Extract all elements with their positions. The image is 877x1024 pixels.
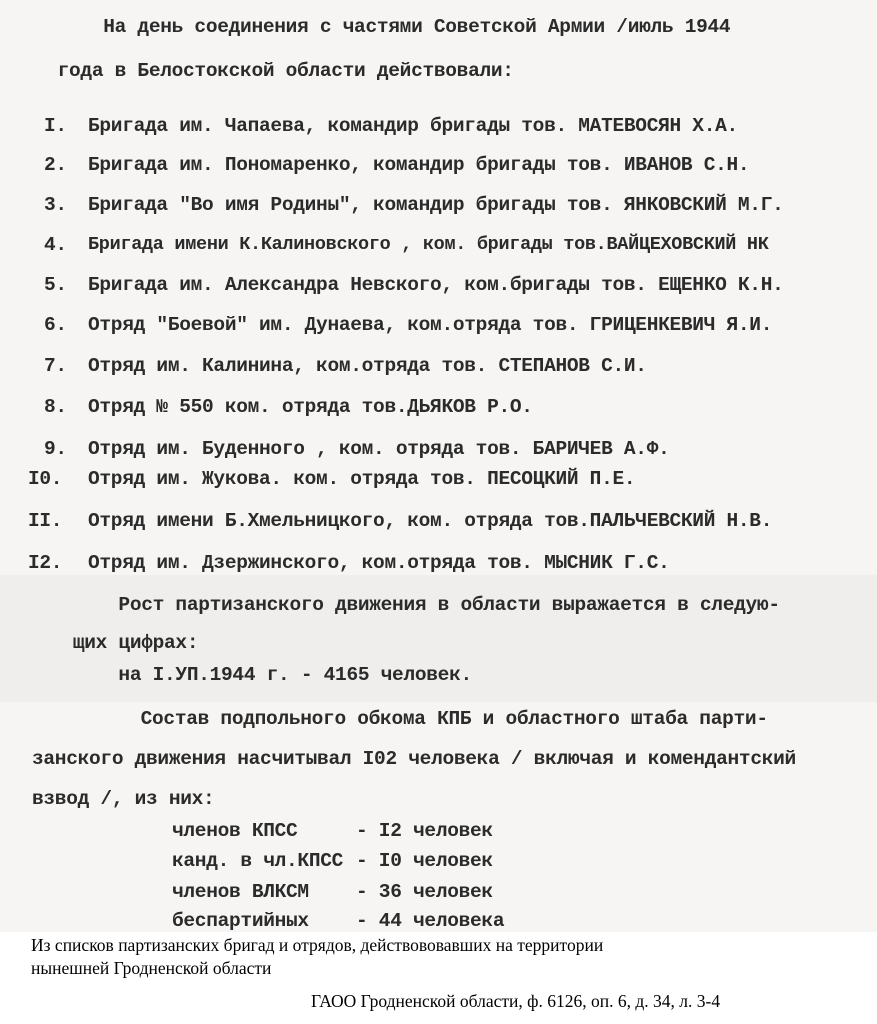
unit-text: Бригада "Во имя Родины", командир бригады тов. ЯНКОВСКИЙ М.Г. bbox=[88, 194, 784, 216]
unit-text: Отряд им. Жукова. ком. отряда тов. ПЕСОЦКИЙ П.Е. bbox=[88, 468, 636, 490]
unit-text: Бригада имени К.Калиновского , ком. бригады тов.ВАЙЦЕХОВСКИЙ НК bbox=[88, 234, 769, 255]
staff-line-2: занского движения насчитывал I02 человека / включая и комендантский bbox=[32, 748, 796, 770]
unit-number: I0. bbox=[28, 468, 63, 490]
composition-value: - I2 человек bbox=[356, 820, 493, 842]
unit-number: 5. bbox=[44, 274, 67, 296]
composition-value: - I0 человек bbox=[356, 850, 493, 872]
composition-label: членов ВЛКСМ bbox=[172, 881, 332, 903]
unit-number: 8. bbox=[44, 396, 67, 418]
unit-text: Бригада им. Александра Невского, ком.бригады тов. ЕЩЕНКО К.Н. bbox=[88, 274, 784, 296]
composition-label: канд. в чл.КПСС bbox=[172, 850, 344, 872]
unit-number: 6. bbox=[44, 314, 67, 336]
unit-number: I2. bbox=[28, 552, 63, 574]
unit-number: 9. bbox=[44, 438, 67, 460]
unit-text: Отряд им. Дзержинского, ком.отряда тов. МЫСНИК Г.С. bbox=[88, 552, 670, 574]
caption-line-2: нынешней Гродненской области bbox=[31, 958, 272, 978]
composition-label: беспартийных bbox=[172, 910, 332, 932]
unit-text: Отряд им. Буденного , ком. отряда тов. БАРИЧЕВ А.Ф. bbox=[88, 438, 670, 460]
caption-line-1: Из списков партизанских бригад и отрядов, действововавших на территории bbox=[31, 935, 604, 955]
unit-number: I. bbox=[44, 115, 67, 137]
unit-text: Отряд № 550 ком. отряда тов.ДЬЯКОВ Р.О. bbox=[88, 396, 533, 418]
composition-label: членов КПСС bbox=[172, 820, 332, 842]
composition-value: - 36 человек bbox=[356, 881, 493, 903]
unit-number: 7. bbox=[44, 355, 67, 377]
unit-text: Бригада им. Пономаренко, командир бригады тов. ИВАНОВ С.Н. bbox=[88, 154, 750, 176]
unit-text: Бригада им. Чапаева, командир бригады тов. МАТЕВОСЯН Х.А. bbox=[88, 115, 738, 137]
composition-value: - 44 человека bbox=[356, 910, 505, 932]
staff-line-3: взвод /, из них: bbox=[32, 788, 215, 810]
growth-line-2: щих цифрах: bbox=[50, 632, 199, 654]
unit-number: II. bbox=[28, 510, 63, 532]
unit-text: Отряд имени Б.Хмельницкого, ком. отряда тов.ПАЛЬЧЕВСКИЙ Н.В. bbox=[88, 510, 773, 532]
caption-source: ГАОО Гродненской области, ф. 6126, оп. 6, д. 34, л. 3-4 bbox=[311, 991, 721, 1011]
intro-line-2: года в Белостокской области действовали: bbox=[12, 60, 514, 82]
unit-number: 2. bbox=[44, 154, 67, 176]
staff-line-1: Состав подпольного обкома КПБ и областного штаба парти- bbox=[38, 708, 768, 730]
growth-line-1: Рост партизанского движения в области выражается в следую- bbox=[50, 594, 780, 616]
unit-number: 3. bbox=[44, 194, 67, 216]
unit-text: Отряд им. Калинина, ком.отряда тов. СТЕПАНОВ С.И. bbox=[88, 355, 647, 377]
intro-line-1: На день соединения с частями Советской Армии /июль 1944 bbox=[12, 16, 731, 38]
growth-line-3: на I.УП.1944 г. - 4165 человек. bbox=[50, 664, 472, 686]
unit-text: Отряд "Боевой" им. Дунаева, ком.отряда тов. ГРИЦЕНКЕВИЧ Я.И. bbox=[88, 314, 773, 336]
unit-number: 4. bbox=[44, 234, 67, 256]
